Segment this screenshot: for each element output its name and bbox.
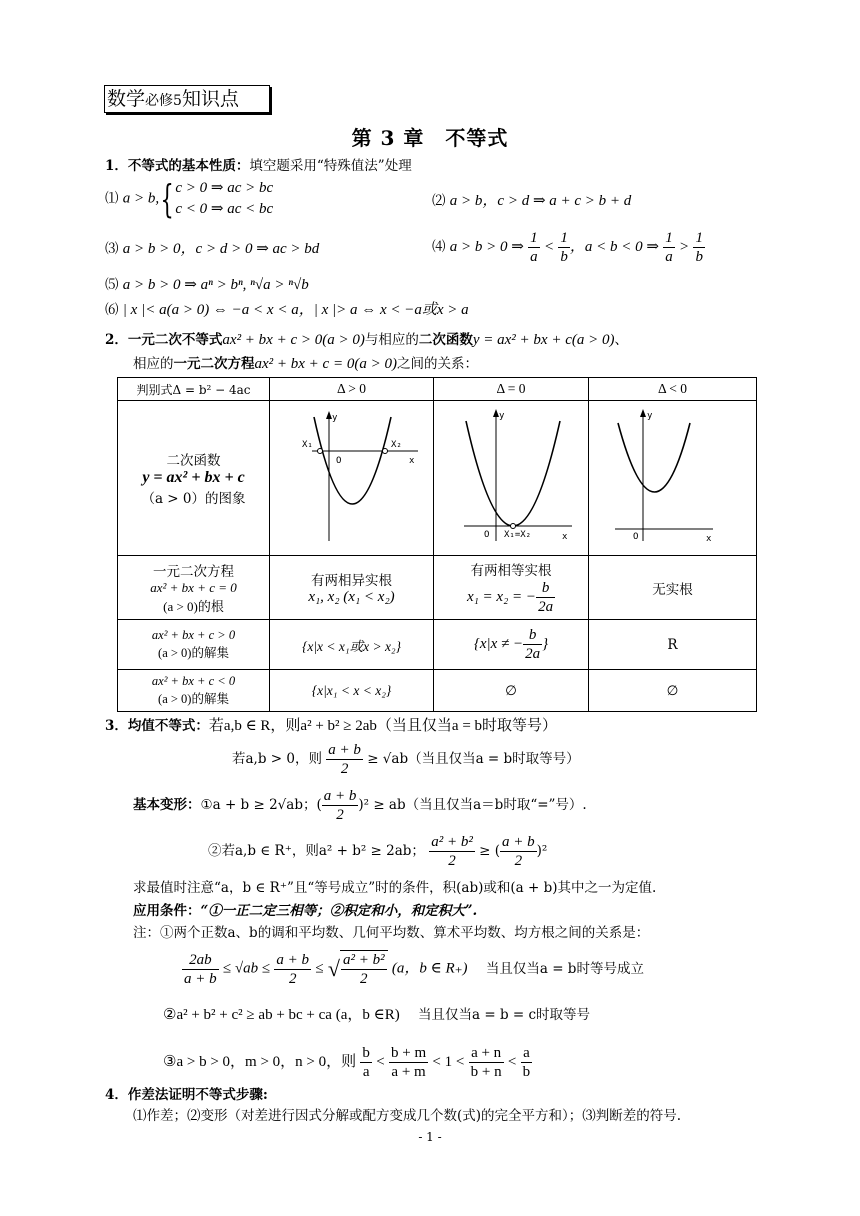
parabola-two-roots <box>272 401 432 551</box>
frac-num: 1 <box>530 230 538 246</box>
sec4-title: 4．作差法证明不等式步骤: <box>105 1087 268 1103</box>
p1-case1: c > 0 ⇒ ac > bc <box>175 180 274 196</box>
p1-label: ⑴ <box>105 190 119 207</box>
gt-solution-none: R <box>589 620 757 670</box>
frac-den: 2a <box>538 599 554 615</box>
p6-label: ⑹ <box>105 302 119 318</box>
frac-num: a + b <box>502 834 535 850</box>
header-main: 数学 <box>107 88 146 110</box>
bx2a: ②若a,b ∈ R⁺，则a² + b² ≥ 2ab； <box>208 843 425 859</box>
frac-num: 1 <box>695 230 703 246</box>
axis-y-label: y <box>499 411 505 421</box>
frac-den: a + m <box>391 1064 426 1080</box>
r3-c2b: } <box>542 636 549 652</box>
m2: ②a² + b² + c² ≥ ab + bc + ca (a，b ∈R) <box>163 1007 400 1023</box>
p1-case2: c < 0 ⇒ ac < bc <box>175 201 274 217</box>
sec2-mid: 与相应的 <box>364 332 419 348</box>
parabola-no-root <box>593 401 753 551</box>
table-row <box>118 620 757 670</box>
parabola-curve <box>314 417 391 504</box>
r2-label1: 一元二次方程 <box>153 564 234 580</box>
sec1-heading <box>105 157 412 175</box>
graph-two-roots <box>270 401 434 556</box>
r4-label2: (a > 0)的解集 <box>158 692 229 706</box>
left-brace: { <box>160 177 174 221</box>
frac-num: b <box>523 626 542 645</box>
frac-num: b <box>362 1045 370 1061</box>
frac-den: a <box>665 249 673 265</box>
m1-b: ≤ <box>315 960 324 977</box>
parabola-curve <box>466 421 560 526</box>
lt-solution-one: ∅ <box>434 670 589 712</box>
p4-text2: ，a < b < 0 ⇒ <box>569 239 659 255</box>
property-5 <box>105 276 309 294</box>
radical-sign: √ <box>327 956 340 981</box>
roots-one <box>434 556 589 620</box>
row-roots-label <box>118 556 270 620</box>
sec1-title: 1．不等式的基本性质： <box>105 158 250 174</box>
sec2-title-b: 二次函数 <box>418 332 473 348</box>
property-6 <box>105 301 469 319</box>
sec3-basic-1 <box>133 787 587 824</box>
property-1 <box>105 178 273 220</box>
r1-label3: （a > 0）的图象 <box>141 491 246 507</box>
frac-num: 1 <box>560 230 568 246</box>
x2-label: X₂ <box>390 440 402 450</box>
sec3-l2a: 若a,b > 0，则 <box>232 751 322 767</box>
table-row <box>118 670 757 712</box>
parabola-one-root <box>436 401 586 551</box>
origin-label: O <box>484 530 490 540</box>
lt-solution-two: {x|x₁ < x < x₂} <box>270 670 434 712</box>
header-box <box>104 85 270 113</box>
m1-d: 当且仅当a = b时等号成立 <box>485 960 644 977</box>
row-lt-label <box>118 670 270 712</box>
sec2-tail: 、 <box>614 332 628 348</box>
frac-den: 2 <box>448 853 456 869</box>
page-number: - 1 - <box>418 1130 442 1144</box>
header-tail: 知识点 <box>181 88 239 110</box>
frac-num: a² + b² <box>342 952 385 968</box>
sec3-line1 <box>105 717 557 735</box>
gt-solution-one <box>434 620 589 670</box>
sec2-title-a: 2．一元二次不等式 <box>105 332 223 348</box>
table-row <box>118 556 757 620</box>
r2-c2a: 有两相等实根 <box>470 563 552 579</box>
frac-den: a + b <box>184 970 217 987</box>
sec2-func: y = ax² + bx + c(a > 0) <box>472 332 615 348</box>
frac-num: a <box>521 1044 533 1063</box>
axis-y-label: y <box>646 411 652 421</box>
y-arrow <box>640 409 646 417</box>
frac-den: 2 <box>360 971 368 987</box>
sec4-text: ⑴作差；⑵变形（对差进行因式分解或配方变成几个数(式)的完全平方和）；⑶判断差的符号. <box>133 1108 682 1124</box>
frac-den: a <box>362 1064 370 1080</box>
frac-den: b + n <box>470 1064 502 1080</box>
header-num: 5 <box>173 93 182 109</box>
yy-text: “①一正二定三相等；②积定和小，和定积大”. <box>200 903 478 919</box>
frac-num: a + b <box>323 788 357 804</box>
root-point <box>382 449 387 454</box>
sec3-title: 3．均值不等式： <box>105 718 209 734</box>
p4-gt: > <box>679 239 690 255</box>
axis-x-label: x <box>705 534 711 544</box>
p4-text1: a > b > 0 ⇒ <box>449 239 524 255</box>
p4-label: ⑷ <box>432 239 446 255</box>
frac-num: a + b <box>276 951 310 968</box>
sec2-line2-a: 相应的 <box>133 356 174 372</box>
sec2-title-c: 一元二次方程 <box>173 356 255 372</box>
m1-c: (a，b ∈ R₊) <box>391 960 468 977</box>
r1-label2: y = ax² + bx + c <box>142 469 245 486</box>
property-4 <box>432 229 705 266</box>
row-graph-label <box>118 401 270 556</box>
bx1a: ①a + b ≥ 2√ab；( <box>200 797 322 813</box>
x1-eq-x2-label: X₁=X₂ <box>504 530 532 540</box>
frac-den: a <box>530 249 538 265</box>
frac-den: 2a <box>525 646 541 662</box>
p5-text: a > b > 0 ⇒ aⁿ > bⁿ, ⁿ√a > ⁿ√b <box>122 277 309 293</box>
frac-den: b <box>522 1064 531 1080</box>
roots-two <box>270 556 434 620</box>
p4-lt: < <box>543 239 555 255</box>
bx2c: )² <box>536 843 548 859</box>
p3-label: ⑶ <box>105 241 119 257</box>
frac-num: 1 <box>665 230 673 246</box>
frac-den: 2 <box>288 970 297 987</box>
sec3-line2 <box>232 741 580 778</box>
frac-den: 2 <box>340 761 349 777</box>
chapter-title: 第 3 章 不等式 <box>351 126 509 150</box>
frac-num: a + n <box>469 1044 504 1063</box>
sec2-line2 <box>133 355 478 373</box>
r2-c2b: x₁ = x₂ = − <box>466 589 537 605</box>
frac-num: b <box>536 579 555 598</box>
r2-label3: (a > 0)的根 <box>163 599 224 614</box>
r1-label1: 二次函数 <box>166 453 221 469</box>
m2b: 当且仅当a = b = c时取等号 <box>418 1007 591 1023</box>
table-row <box>118 378 757 401</box>
sec2-eq: ax² + bx + c = 0(a > 0) <box>254 356 397 372</box>
bx1b: )² ≥ ab（当且仅当a＝b时取“=”号）. <box>358 797 587 813</box>
sec3-note-min: 求最值时注意“a，b ∈ R⁺”且“等号成立”时的条件，积(ab)或和(a + b)其中之一为定值. <box>133 880 657 896</box>
frac-den: 2 <box>514 853 523 869</box>
frac-den: b <box>695 249 703 265</box>
m1-a: ≤ √ab ≤ <box>222 960 271 977</box>
origin-label: O <box>335 456 341 466</box>
sec2-line2-b: 之间的关系： <box>396 356 478 372</box>
x1-label: X₁ <box>301 440 313 450</box>
p5-label: ⑸ <box>105 277 119 293</box>
gt-solution-two: {x|x < x₁或x > x₂} <box>270 620 434 670</box>
sec3-l2b: ≥ √ab（当且仅当a = b时取等号） <box>367 751 580 767</box>
quadratic-table <box>117 377 757 712</box>
parabola-curve <box>618 423 690 492</box>
p3-text: a > b > 0，c > d > 0 ⇒ ac > bd <box>122 241 320 257</box>
sec3-apply <box>133 902 477 920</box>
sec3-zhu: 注：①两个正数a、b的调和平均数、几何平均数、算术平均数、均方根之间的关系是： <box>133 925 650 941</box>
roots-none: 无实根 <box>589 556 757 620</box>
header-small: 必修 <box>145 93 174 109</box>
p2-text: a > b，c > d ⇒ a + c > b + d <box>449 193 632 209</box>
m3a: ③a > b > 0，m > 0，n > 0，则 <box>163 1054 357 1070</box>
bx-title: 基本变形： <box>133 797 201 813</box>
r4-label1: ax² + bx + c < 0 <box>151 674 236 688</box>
ineq-fraction-chain <box>163 1044 532 1081</box>
r2-c1a: 有两相异实根 <box>311 573 392 589</box>
header-discriminant: 判别式Δ = b² − 4ac <box>118 378 270 401</box>
frac-den: 2 <box>336 807 344 823</box>
frac-num: a + b <box>328 742 361 758</box>
frac-num: 2ab <box>182 951 219 970</box>
mean-chain <box>182 950 644 988</box>
sec1-note: 填空题采用“特殊值法”处理 <box>249 158 412 174</box>
r3-c2a: {x|x ≠ − <box>473 636 524 652</box>
sec3-l1: 若a,b ∈ R，则a² + b² ≥ 2ab（当且仅当a = b时取等号） <box>208 718 558 734</box>
r2-label2: ax² + bx + c = 0 <box>150 580 237 595</box>
p2-label: ⑵ <box>432 193 446 209</box>
m3-lt2: < 1 < <box>432 1054 465 1070</box>
lt-solution-none: ∅ <box>589 670 757 712</box>
row-gt-label <box>118 620 270 670</box>
frac-den: b <box>560 249 568 265</box>
graph-one-root <box>434 401 589 556</box>
sec2-ineq: ax² + bx + c > 0(a > 0) <box>222 332 365 348</box>
p6-text: | x |< a(a > 0) ⇔ −a < x < a，| x |> a ⇔ x < −a或x > a <box>122 302 469 318</box>
sec3-basic-2 <box>208 833 547 870</box>
ineq-three-squares <box>163 1006 590 1024</box>
header-zero: Δ = 0 <box>434 378 589 401</box>
sec2-line1 <box>105 331 628 349</box>
axis-x-label: x <box>562 532 568 542</box>
graph-no-root <box>589 401 757 556</box>
r3-label2: (a > 0)的解集 <box>158 646 229 660</box>
frac-num: a² + b² <box>431 834 473 850</box>
r3-label1: ax² + bx + c > 0 <box>151 628 236 642</box>
axis-y-label: y <box>331 413 337 423</box>
header-neg: Δ < 0 <box>589 378 757 401</box>
origin-label: O <box>632 532 638 542</box>
header-pos: Δ > 0 <box>270 378 434 401</box>
root-point <box>317 449 322 454</box>
m3-lt1: < <box>376 1054 385 1070</box>
property-3 <box>105 240 319 258</box>
p1-lead: a > b, <box>122 190 160 207</box>
bx2b: ≥ ( <box>479 843 501 859</box>
property-2 <box>432 192 631 210</box>
r2-c1b: x₁, x₂ (x₁ < x₂) <box>308 589 395 605</box>
table-row <box>118 401 757 556</box>
yy-title: 应用条件： <box>133 903 201 919</box>
root-point <box>511 524 516 529</box>
axis-x-label: x <box>408 456 414 466</box>
m3-lt3: < <box>507 1054 517 1070</box>
frac-num: b + m <box>390 1045 427 1061</box>
